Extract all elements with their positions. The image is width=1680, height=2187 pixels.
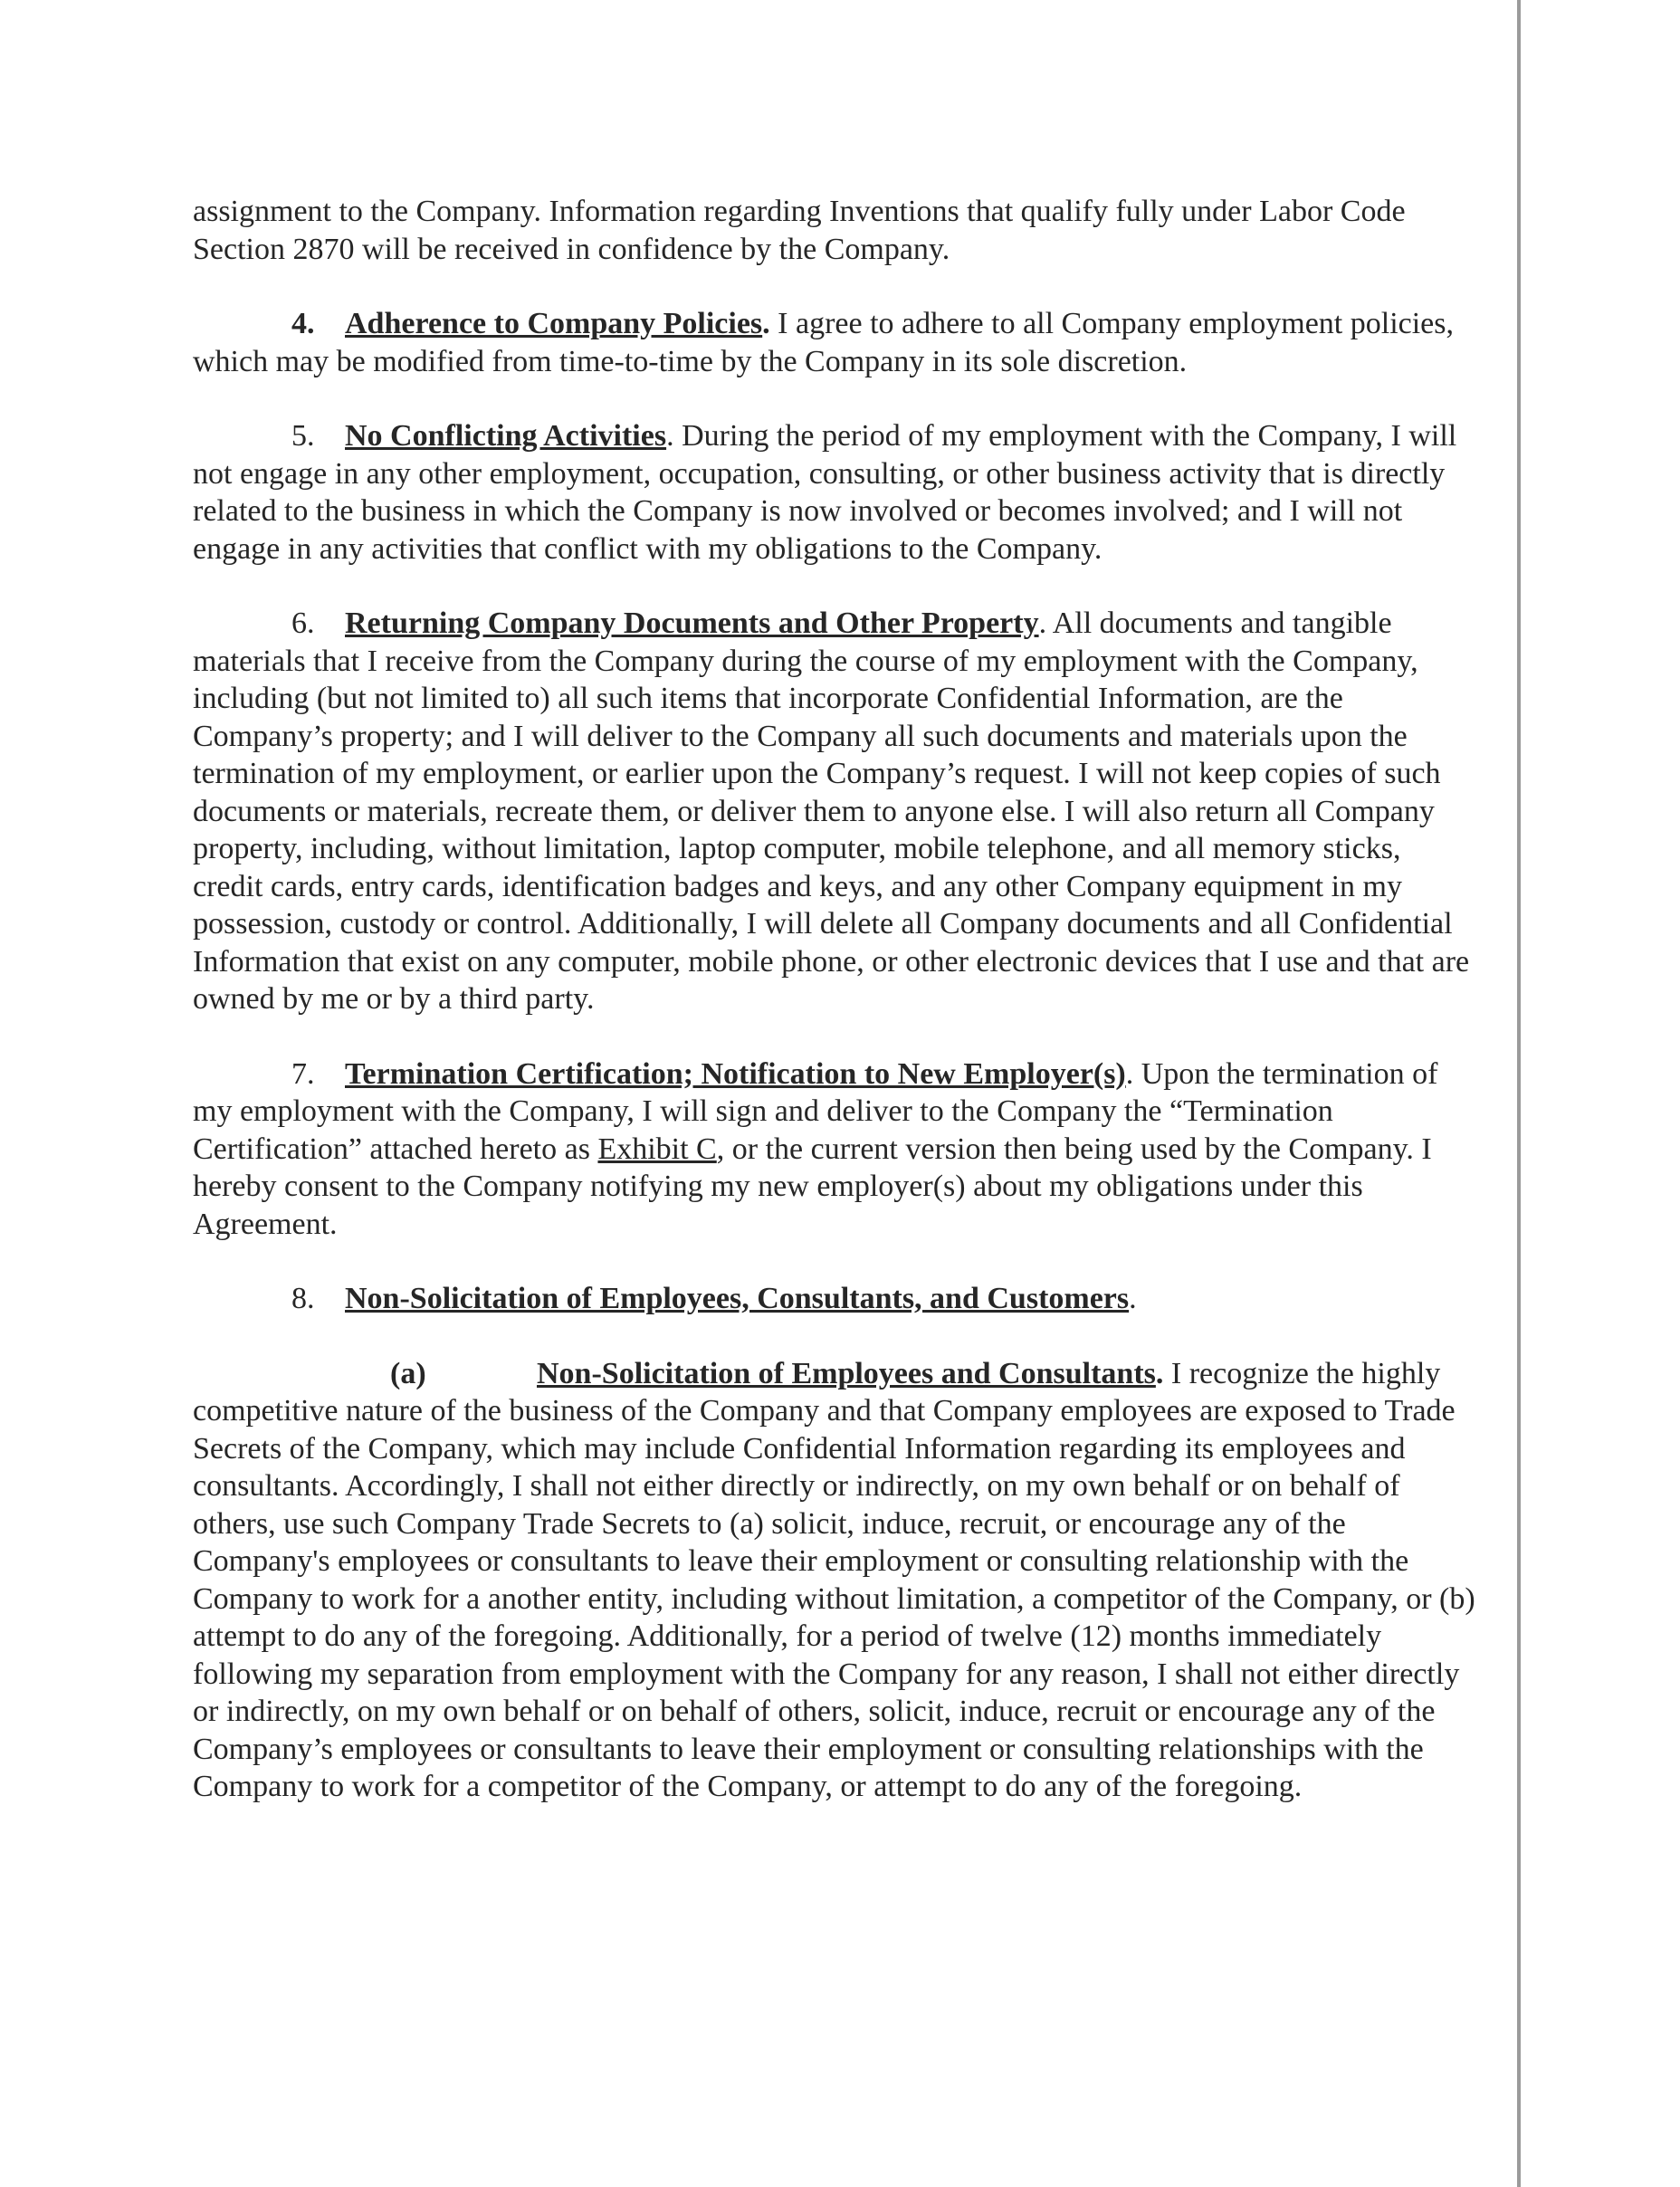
intro-text: assignment to the Company. Information regarding Inventions that qualify fully under Labor Code Section 2870 will be received in confidence by the Company. [193, 195, 1406, 266]
section-8 [193, 1280, 1478, 1318]
section-number: 4. [291, 307, 315, 340]
section-heading-punct: . [1129, 1282, 1137, 1315]
subsection-8a [193, 1355, 1478, 1806]
intro-paragraph [193, 193, 1478, 268]
section-heading-punct: . [762, 307, 770, 340]
page-right-edge [1517, 0, 1521, 2187]
subsection-label: (a) [390, 1356, 426, 1390]
section-heading: Non-Solicitation of Employees, Consultants, and Customers [345, 1282, 1130, 1315]
section-heading: Adherence to Company Policies [345, 307, 763, 340]
section-number: 7. [291, 1056, 315, 1091]
subsection-heading-punct: . [1155, 1356, 1164, 1390]
section-body: During the period of my employment with the Company, I will not engage in any other employment, occupation, consulting, or other business activity that is directly related to the business in which the Company is now involved or becomes involved; and I will not engage in any activities that conflict with my obligations to the Company. [193, 419, 1457, 566]
section-6 [193, 605, 1478, 1018]
section-heading-punct: . [1038, 606, 1047, 640]
section-heading: No Conflicting Activities [345, 419, 667, 453]
subsection-heading: Non-Solicitation of Employees and Consultants [537, 1356, 1156, 1390]
section-number: 8. [291, 1282, 315, 1315]
section-heading: Returning Company Documents and Other Property [345, 606, 1039, 640]
section-body-before: Upon the termination of my employment with the Company, I will sign and deliver to the Company the “Termination Certification” attached hereto as [193, 1056, 1438, 1166]
section-body-after: , or the current version then being used by the Company. I hereby consent to the Company notifying my new employer(s) about my obligations under this Agreement. [193, 1132, 1432, 1241]
section-heading-punct: . [1125, 1056, 1134, 1091]
section-4 [193, 305, 1478, 380]
document-page [193, 193, 1478, 1843]
section-body: I agree to adhere to all Company employment policies, which may be modified from time-to-time by the Company in its sole discretion. [193, 307, 1454, 378]
section-number: 5. [291, 419, 315, 453]
subsection-body: I recognize the highly competitive nature of the business of the Company and that Company employees are exposed to Trade Secrets of the Company, which may include Confidential Information regarding its employees and consultants. Accordingly, I shall not either directly or indirectly, on my own behalf or on behalf of others, use such Company Trade Secrets to (a) solicit, induce, recruit, or encourage any of the Company's employees or consultants to leave their employment or consulting relationship with the Company to work for a another entity, including without limitation, a competitor of the Company, or (b) attempt to do any of the foregoing. Additionally, for a period of twelve (12) months immediately following my separation from employment with the Company for any reason, I shall not either directly or indirectly, on my own behalf or on behalf of others, solicit, induce, recruit or encourage any of the Company’s employees or consultants to leave their employment or consulting relationships with the Company to work for a competitor of the Company, or attempt to do any of the foregoing. [193, 1356, 1475, 1803]
section-heading-punct: . [666, 419, 674, 453]
section-number: 6. [291, 606, 315, 640]
section-heading: Termination Certification; Notification to New Employer(s) [345, 1056, 1126, 1091]
section-7 [193, 1055, 1478, 1244]
exhibit-reference: Exhibit C [597, 1132, 717, 1166]
section-5 [193, 417, 1478, 568]
section-body: All documents and tangible materials that I receive from the Company during the course of my employment with the Company, including (but not limited to) all such items that incorporate Confidential Information, are the Company’s property; and I will deliver to the Company all such documents and materials upon the termination of my employment, or earlier upon the Company’s request. I will not keep copies of such documents or materials, recreate them, or deliver them to anyone else. I will also return all Company property, including, without limitation, laptop computer, mobile telephone, and all memory sticks, credit cards, entry cards, identification badges and keys, and any other Company equipment in my possession, custody or control. Additionally, I will delete all Company documents and all Confidential Information that exist on any computer, mobile phone, or other electronic devices that I use and that are owned by me or by a third party. [193, 606, 1470, 1016]
